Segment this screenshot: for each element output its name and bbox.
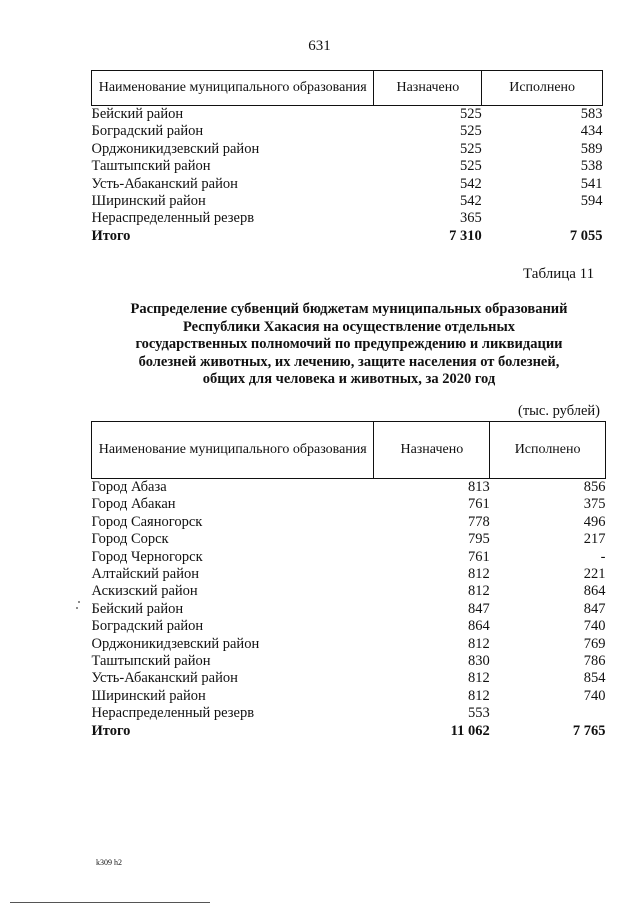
table-label: Таблица 11 [523, 266, 595, 282]
row-assigned: 812 [467, 687, 490, 704]
table-header [92, 422, 606, 479]
title-line: Распределение субвенций бюджетам муниципальных образований [130, 301, 568, 317]
row-name: Город Абакан [91, 496, 176, 513]
row-assigned: 812 [467, 566, 490, 583]
table-body [92, 106, 603, 246]
row-assigned: 795 [467, 531, 490, 548]
total-assigned: 7 310 [449, 227, 482, 244]
table-row [92, 210, 603, 227]
table-row [92, 496, 606, 513]
total-row [92, 228, 603, 245]
row-executed: 740 [583, 687, 606, 704]
row-name: Ширинский район [91, 193, 206, 210]
row-name: Город Абаза [91, 479, 167, 495]
row-name: Бейский район [91, 600, 184, 617]
table-row [92, 705, 606, 722]
row-name: Аскизский район [91, 583, 198, 600]
total-assigned: 11 062 [450, 722, 490, 739]
row-executed: 541 [580, 175, 603, 192]
row-assigned: 553 [467, 705, 490, 722]
row-name: Усть-Абаканский район [91, 670, 238, 687]
table-body [92, 479, 606, 741]
row-assigned: 761 [467, 496, 490, 513]
table-row [92, 141, 603, 158]
title-line: болезней животных, их лечению, защите населения от болезней, [138, 353, 560, 370]
row-executed: 786 [583, 653, 606, 670]
row-assigned: 812 [467, 635, 490, 652]
row-assigned: 525 [459, 140, 482, 157]
table-row [92, 531, 606, 548]
row-name: Орджоникидзевский район [91, 140, 260, 157]
row-name: Боградский район [91, 123, 204, 140]
row-executed: 854 [583, 670, 606, 687]
row-assigned: 525 [459, 106, 482, 122]
column-header-assigned: Назначено [374, 71, 482, 106]
total-name: Итого [91, 722, 131, 739]
row-assigned: 864 [467, 618, 490, 635]
row-executed: 583 [580, 106, 603, 122]
table-previous-continuation [91, 70, 603, 245]
column-header-executed: Исполнено [490, 422, 606, 479]
column-header-name: Наименование муниципального образования [92, 422, 374, 479]
row-executed: 769 [583, 635, 606, 652]
table-row [92, 176, 603, 193]
table-11 [91, 421, 606, 740]
row-name: Усть-Абаканский район [91, 175, 238, 192]
table-row [92, 653, 606, 670]
row-name: Город Саяногорск [91, 513, 203, 530]
column-header-executed: Исполнено [482, 71, 603, 106]
row-executed: 538 [580, 158, 603, 175]
table-row [92, 618, 606, 635]
total-executed: 7 055 [569, 227, 603, 244]
row-assigned: 812 [467, 583, 490, 600]
row-assigned: 525 [459, 123, 482, 140]
total-name: Итого [91, 227, 131, 244]
table-row [92, 670, 606, 687]
row-executed [490, 705, 606, 722]
row-name: Город Сорск [91, 531, 169, 548]
row-assigned: 812 [467, 670, 490, 687]
row-name: Таштыпский район [91, 653, 211, 670]
table-title [60, 301, 638, 389]
title-line: государственных полномочий по предупреждению и ликвидации [135, 336, 563, 352]
row-executed: 594 [580, 193, 603, 210]
row-name: Алтайский район [91, 566, 199, 583]
row-executed: 221 [583, 566, 606, 583]
row-name: Нераспределенный резерв [91, 210, 255, 227]
row-executed: 589 [580, 140, 603, 157]
row-assigned: 365 [459, 210, 482, 227]
column-header-name: Наименование муниципального образования [92, 71, 374, 106]
total-row [92, 723, 606, 740]
row-assigned: 542 [459, 193, 482, 210]
row-name: Ширинский район [91, 687, 206, 704]
table-row [92, 601, 606, 618]
column-header-assigned: Назначено [374, 422, 490, 479]
row-executed: 856 [583, 479, 606, 495]
row-executed: 864 [583, 583, 606, 600]
row-name: Боградский район [91, 618, 204, 635]
row-executed: 847 [583, 600, 606, 617]
row-assigned: 525 [459, 158, 482, 175]
footer-code: k309 h2 [96, 858, 122, 867]
footer-divider [10, 902, 210, 903]
row-assigned: 778 [467, 513, 490, 530]
row-executed: 740 [583, 618, 606, 635]
row-assigned: 542 [459, 175, 482, 192]
table-row [92, 636, 606, 653]
title-line: Республики Хакасия на осуществление отдельных [182, 318, 516, 335]
row-executed [482, 210, 603, 227]
row-executed: 375 [583, 496, 606, 513]
table-row [92, 158, 603, 175]
table-row [92, 106, 603, 124]
table-row [92, 566, 606, 583]
total-executed: 7 765 [572, 722, 606, 739]
row-assigned: 761 [467, 548, 490, 565]
table-header [92, 71, 603, 106]
table-row [92, 479, 606, 497]
row-executed: 434 [580, 123, 603, 140]
row-name: Бейский район [91, 106, 184, 122]
table-row [92, 688, 606, 705]
row-assigned: 830 [467, 653, 490, 670]
table-row [92, 549, 606, 566]
row-name: Таштыпский район [91, 158, 211, 175]
row-executed: 496 [583, 513, 606, 530]
row-name: Город Черногорск [91, 548, 203, 565]
row-name: Нераспределенный резерв [91, 705, 255, 722]
page-number: 631 [308, 38, 331, 54]
row-name: Орджоникидзевский район [91, 635, 260, 652]
table-row [92, 583, 606, 600]
scan-speck [78, 601, 80, 603]
row-executed: - [600, 548, 606, 565]
row-assigned: 813 [467, 479, 490, 495]
scan-speck [76, 607, 78, 609]
table-row [92, 514, 606, 531]
table-row [92, 123, 603, 140]
table-row [92, 193, 603, 210]
row-assigned: 847 [467, 600, 490, 617]
units-note: (тыс. рублей) [518, 403, 600, 419]
title-line: общих для человека и животных, за 2020 год [202, 371, 496, 387]
row-executed: 217 [583, 531, 606, 548]
